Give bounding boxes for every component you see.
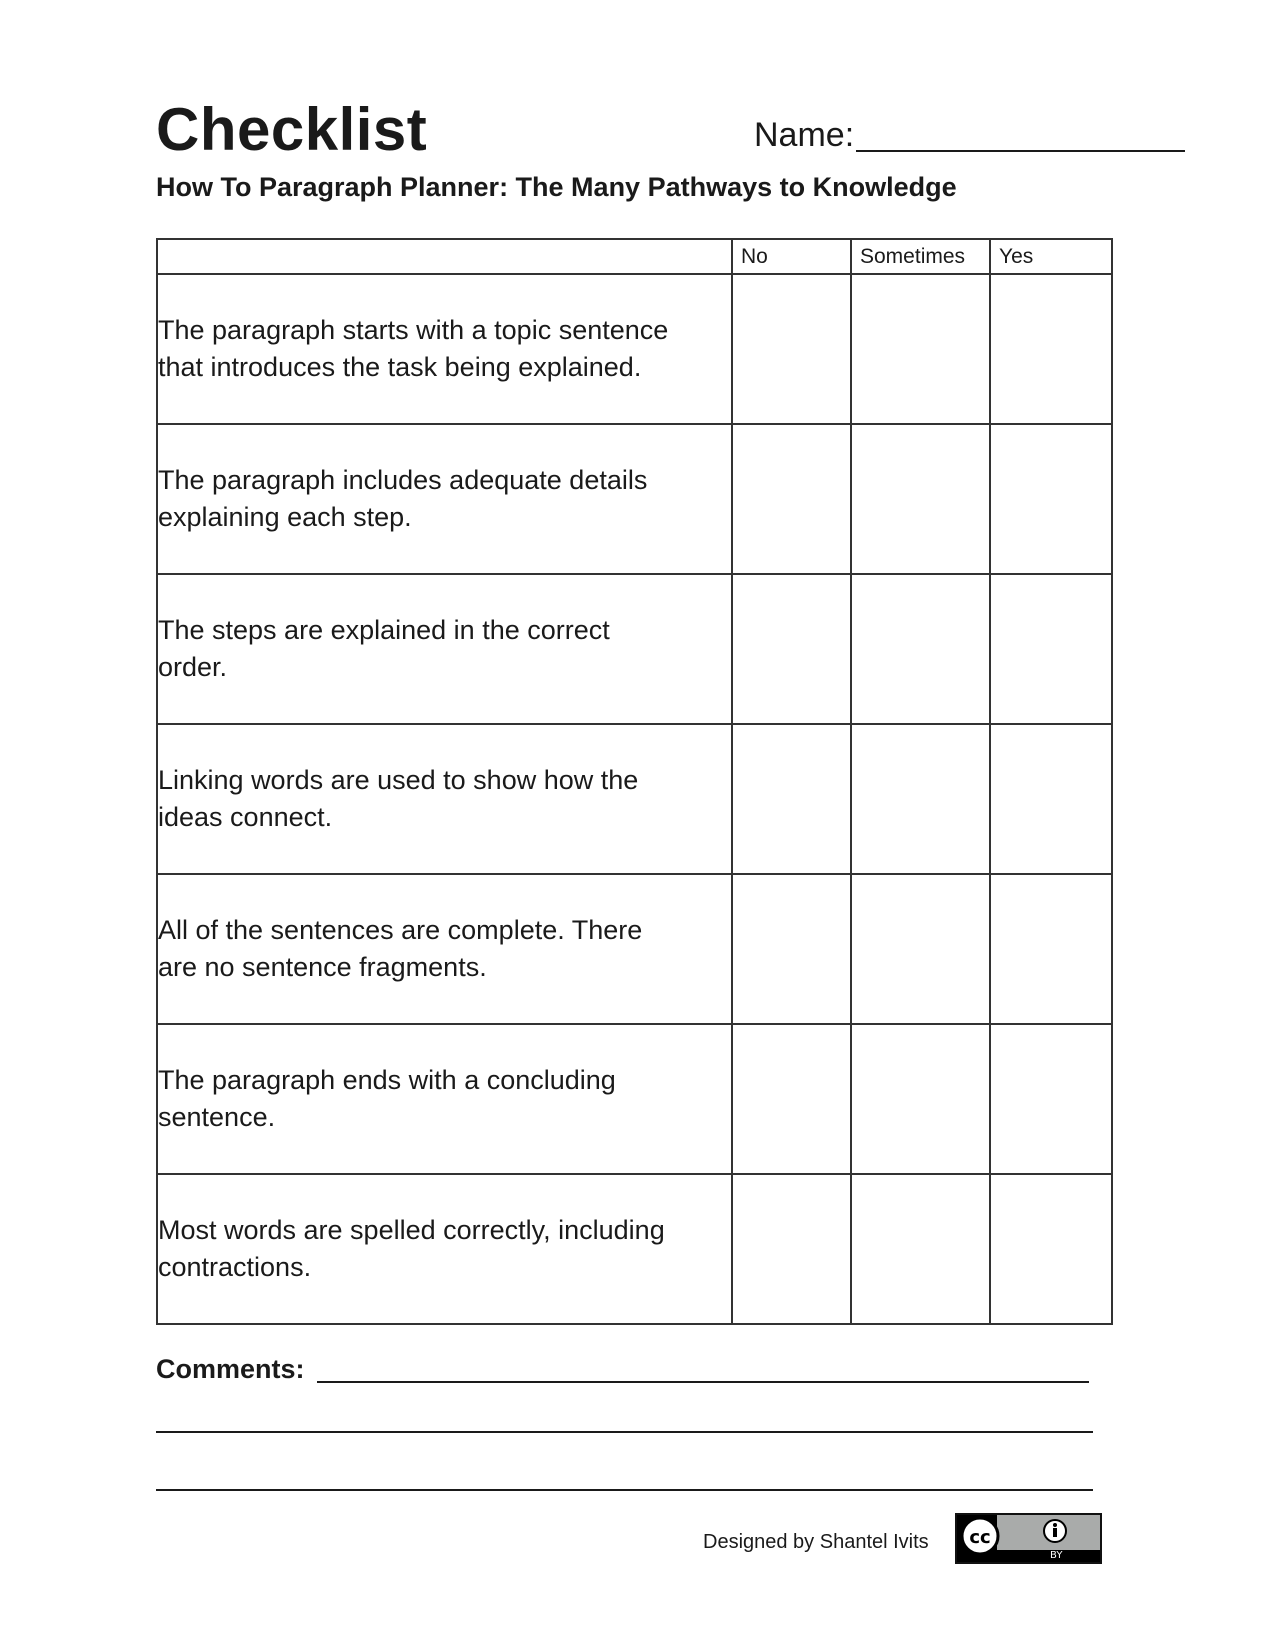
- table-row: [157, 724, 1112, 874]
- rating-cell-yes[interactable]: [990, 1024, 1112, 1174]
- rating-cell-sometimes[interactable]: [851, 874, 990, 1024]
- rating-cell-sometimes[interactable]: [851, 274, 990, 424]
- checklist-table: [156, 238, 1113, 1325]
- rating-cell-no[interactable]: [732, 274, 851, 424]
- cc-by-label: BY: [1050, 1550, 1063, 1561]
- criterion-cell: [157, 424, 732, 574]
- criterion-text: explaining each step.: [158, 502, 412, 532]
- criterion-text: The paragraph starts with a topic sentence: [158, 315, 669, 345]
- criterion-cell: [157, 574, 732, 724]
- table-row: [157, 1174, 1112, 1324]
- table-row: [157, 274, 1112, 424]
- comments-line-2[interactable]: [156, 1431, 1093, 1433]
- criterion-text: The paragraph includes adequate details: [158, 465, 648, 495]
- rating-cell-no[interactable]: [732, 574, 851, 724]
- rating-cell-yes[interactable]: [990, 874, 1112, 1024]
- rating-cell-yes[interactable]: [990, 724, 1112, 874]
- criterion-cell: [157, 874, 732, 1024]
- criterion-text: Linking words are used to show how the: [158, 765, 639, 795]
- header-blank-cell: [157, 239, 732, 274]
- rating-cell-no[interactable]: [732, 1024, 851, 1174]
- rating-cell-sometimes[interactable]: [851, 424, 990, 574]
- criterion-text: that introduces the task being explained.: [158, 352, 642, 382]
- table-row: [157, 874, 1112, 1024]
- svg-text:cc: cc: [969, 1527, 991, 1548]
- criterion-text: ideas connect.: [158, 802, 333, 832]
- comments-line-3[interactable]: [156, 1489, 1093, 1491]
- rating-cell-yes[interactable]: [990, 274, 1112, 424]
- rating-cell-no[interactable]: [732, 1174, 851, 1324]
- table-row: [157, 424, 1112, 574]
- column-header-sometimes: Sometimes: [851, 239, 990, 274]
- criterion-cell: [157, 274, 732, 424]
- rating-cell-sometimes[interactable]: [851, 574, 990, 724]
- column-header-no: No: [732, 239, 851, 274]
- criterion-cell: [157, 724, 732, 874]
- rating-cell-sometimes[interactable]: [851, 1174, 990, 1324]
- rating-cell-sometimes[interactable]: [851, 724, 990, 874]
- name-label: Name:: [754, 116, 855, 154]
- designer-credit: Designed by Shantel Ivits: [703, 1531, 929, 1553]
- rating-cell-yes[interactable]: [990, 574, 1112, 724]
- criterion-text: are no sentence fragments.: [158, 952, 487, 982]
- rating-cell-sometimes[interactable]: [851, 1024, 990, 1174]
- comments-label: Comments:: [156, 1354, 305, 1384]
- name-blank-line[interactable]: [856, 120, 1185, 152]
- criterion-text: order.: [158, 652, 228, 682]
- rating-cell-yes[interactable]: [990, 1174, 1112, 1324]
- name-field[interactable]: [754, 118, 1185, 152]
- criterion-text: The paragraph ends with a concluding: [158, 1065, 616, 1095]
- table-row: [157, 574, 1112, 724]
- comments-field[interactable]: [156, 1355, 1089, 1383]
- criterion-text: Most words are spelled correctly, including: [158, 1215, 665, 1245]
- cc-by-license-badge: [955, 1513, 1102, 1564]
- comments-line-1[interactable]: [317, 1355, 1089, 1383]
- cc-by-icon: [957, 1515, 1104, 1566]
- criterion-text: All of the sentences are complete. There: [158, 915, 643, 945]
- page-subtitle: How To Paragraph Planner: The Many Pathways to Knowledge: [156, 172, 957, 202]
- table-row: [157, 1024, 1112, 1174]
- criterion-text: sentence.: [158, 1102, 276, 1132]
- criterion-text: contractions.: [158, 1252, 312, 1282]
- criterion-cell: [157, 1174, 732, 1324]
- page-title: Checklist: [156, 96, 428, 163]
- criterion-cell: [157, 1024, 732, 1174]
- column-header-yes: Yes: [990, 239, 1112, 274]
- rating-cell-yes[interactable]: [990, 424, 1112, 574]
- rating-cell-no[interactable]: [732, 874, 851, 1024]
- rating-cell-no[interactable]: [732, 424, 851, 574]
- criterion-text: The steps are explained in the correct: [158, 615, 610, 645]
- rating-cell-no[interactable]: [732, 724, 851, 874]
- table-header-row: [157, 239, 1112, 274]
